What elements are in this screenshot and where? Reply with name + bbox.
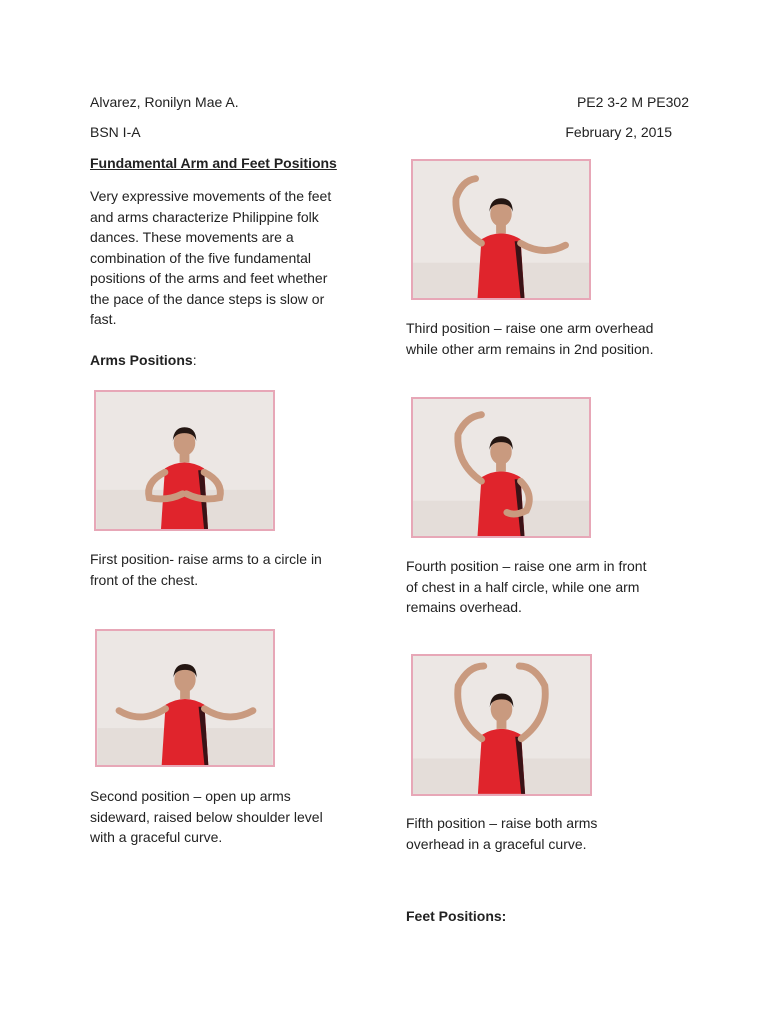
- intro-line: the pace of the dance steps is slow or: [90, 290, 325, 307]
- date: February 2, 2015: [565, 124, 672, 140]
- intro-line: and arms characterize Philippine folk: [90, 208, 319, 225]
- second-position-figure: [97, 631, 273, 765]
- student-name: Alvarez, Ronilyn Mae A.: [90, 94, 239, 110]
- caption-line: First position- raise arms to a circle in: [90, 551, 322, 567]
- intro-line: positions of the arms and feet whether: [90, 270, 328, 286]
- arms-heading-text: Arms Positions: [90, 352, 193, 368]
- first-position-caption: [90, 549, 390, 590]
- arms-heading-colon: :: [192, 352, 197, 368]
- fifth-position-caption: [406, 813, 726, 854]
- intro-line: combination of the five fundamental: [90, 249, 312, 266]
- section: BSN I-A: [90, 124, 141, 140]
- caption-line: front of the chest.: [90, 571, 199, 588]
- caption-line: Fourth position – raise one arm in front: [406, 558, 647, 574]
- page-title: Fundamental Arm and Feet Positions: [90, 155, 337, 171]
- caption-line: remains overhead.: [406, 599, 522, 615]
- course-code: PE2 3-2 M PE302: [576, 94, 689, 110]
- caption-line: sideward, raised below shoulder level: [90, 808, 323, 825]
- first-position-photo: [94, 390, 275, 531]
- arms-positions-heading: [90, 350, 197, 371]
- caption-line: Third position – raise one arm overhead: [406, 320, 654, 336]
- fifth-position-photo: [411, 654, 592, 796]
- fourth-position-photo: [411, 397, 591, 538]
- intro-paragraph: [90, 186, 380, 330]
- third-position-caption: [406, 318, 726, 359]
- third-position-figure: [413, 161, 589, 298]
- first-position-figure: [96, 392, 273, 529]
- fourth-position-caption: [406, 556, 726, 618]
- intro-line: fast.: [90, 311, 117, 327]
- caption-line: Second position – open up arms: [90, 788, 291, 804]
- caption-line: overhead in a graceful curve.: [406, 835, 587, 852]
- intro-line: dances. These movements are a: [90, 229, 294, 245]
- second-position-caption: [90, 786, 390, 848]
- intro-line: Very expressive movements of the feet: [90, 188, 332, 204]
- feet-positions-heading: Feet Positions:: [406, 908, 507, 924]
- caption-line: Fifth position – raise both arms: [406, 815, 598, 831]
- caption-line: of chest in a half circle, while one arm: [406, 578, 640, 595]
- second-position-photo: [95, 629, 275, 767]
- fourth-position-figure: [413, 399, 589, 536]
- caption-line: with a graceful curve.: [90, 829, 223, 845]
- caption-line: while other arm remains in 2nd position.: [406, 340, 654, 357]
- fifth-position-figure: [413, 656, 590, 794]
- third-position-photo: [411, 159, 591, 300]
